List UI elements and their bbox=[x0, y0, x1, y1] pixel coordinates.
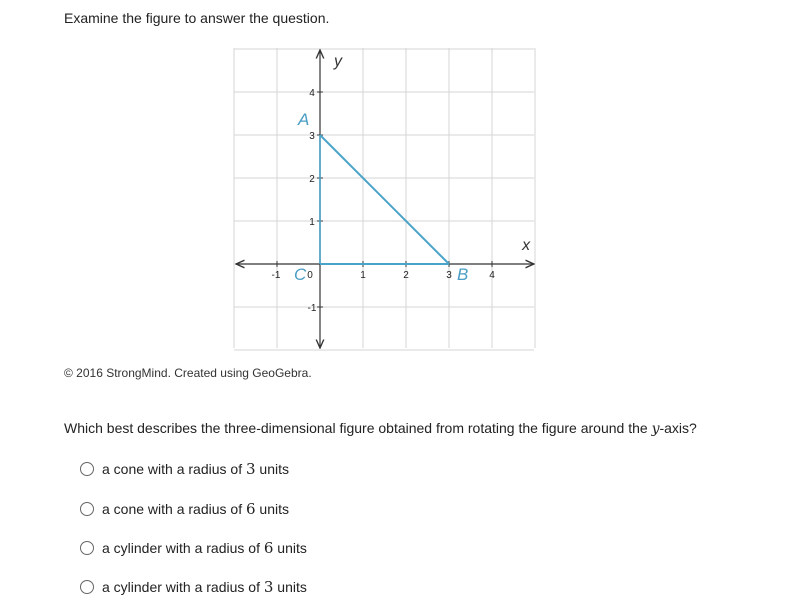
y-tick-label: -1 bbox=[307, 303, 317, 314]
option-before: a cylinder with a radius of bbox=[102, 540, 260, 556]
answer-option-3[interactable] bbox=[80, 539, 307, 557]
question-variable: y bbox=[651, 421, 660, 437]
y-tick-label: 3 bbox=[309, 131, 315, 142]
credit-text: © 2016 StrongMind. Created using GeoGebra. bbox=[64, 366, 312, 380]
y-axis-label: y bbox=[334, 53, 342, 70]
x-tick-label: 4 bbox=[489, 270, 495, 281]
radio-button[interactable] bbox=[80, 541, 94, 555]
option-after: units bbox=[259, 461, 289, 477]
triangle-edge bbox=[320, 135, 449, 264]
coordinate-graph bbox=[230, 44, 540, 354]
triangle-figure bbox=[320, 135, 449, 264]
option-value: 3 bbox=[263, 578, 274, 596]
prompt-text: Examine the figure to answer the question. bbox=[64, 10, 330, 26]
x-tick-label: -1 bbox=[271, 270, 281, 281]
y-tick-label: 1 bbox=[309, 217, 315, 228]
option-value: 6 bbox=[245, 500, 256, 518]
point-label-a: A bbox=[298, 110, 310, 129]
x-tick-label: 0 bbox=[307, 270, 313, 281]
answer-option-2[interactable] bbox=[80, 500, 289, 518]
point-label-b: B bbox=[457, 265, 469, 284]
x-tick-label: 1 bbox=[360, 270, 366, 281]
x-axis-label: x bbox=[522, 237, 531, 254]
x-tick-label: 2 bbox=[403, 270, 409, 281]
question-after: -axis? bbox=[659, 420, 697, 436]
option-after: units bbox=[259, 501, 289, 517]
option-before: a cone with a radius of bbox=[102, 461, 243, 477]
y-tick-label: 2 bbox=[309, 174, 315, 185]
radio-button[interactable] bbox=[80, 580, 94, 594]
option-value: 6 bbox=[263, 539, 274, 557]
x-tick-label: 3 bbox=[446, 270, 452, 281]
answer-option-4[interactable] bbox=[80, 578, 307, 596]
option-value: 3 bbox=[245, 460, 256, 478]
answer-option-1[interactable] bbox=[80, 460, 289, 478]
question-text bbox=[64, 420, 697, 437]
y-tick-label: 4 bbox=[309, 88, 315, 99]
option-before: a cone with a radius of bbox=[102, 501, 243, 517]
point-label-c: C bbox=[294, 265, 307, 284]
radio-button[interactable] bbox=[80, 502, 94, 516]
option-after: units bbox=[277, 540, 307, 556]
option-before: a cylinder with a radius of bbox=[102, 579, 260, 595]
question-before: Which best describes the three-dimensional figure obtained from rotating the figure around the bbox=[64, 420, 652, 436]
option-after: units bbox=[277, 579, 307, 595]
radio-button[interactable] bbox=[80, 462, 94, 476]
